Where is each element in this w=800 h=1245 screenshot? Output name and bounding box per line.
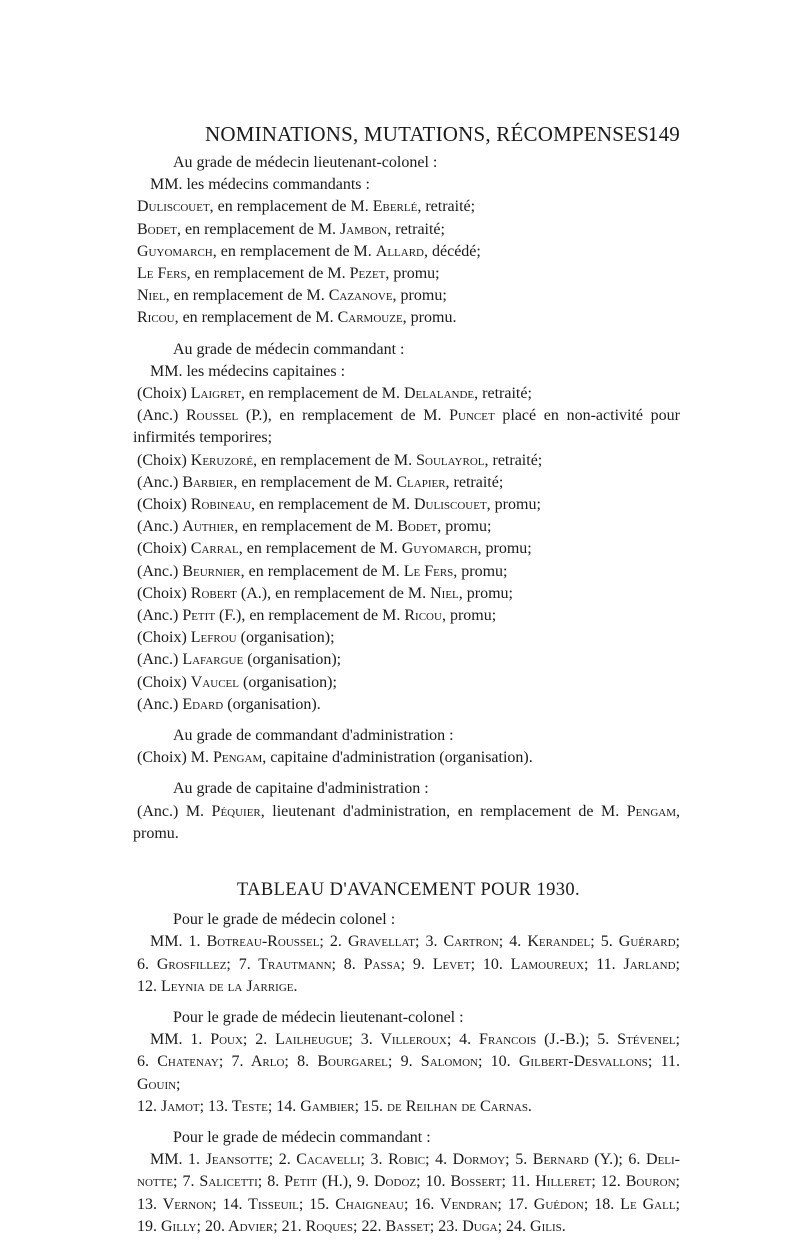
intro-line: MM. les médecins commandants : xyxy=(150,176,370,194)
section-heading-commandant-tableau: Pour le grade de médecin commandant : xyxy=(173,1128,431,1146)
section-heading-colonel: Pour le grade de médecin colonel : xyxy=(173,911,396,929)
spacer xyxy=(137,716,680,725)
nomination-line: (Anc.) Roussel (P.), en remplacement de M. Puncet placé en non-activité pour xyxy=(137,407,681,425)
section-heading-lt-colonel-tableau: Pour le grade de médecin lieutenant-colonel : xyxy=(173,1008,464,1026)
nomination-line: (Choix) Vaucel (organisation); xyxy=(137,673,337,691)
tableau-heading: TABLEAU D'AVANCEMENT POUR 1930. xyxy=(236,880,581,901)
nomination-line: (Choix) Robineau, en remplacement de M. Duliscouet, promu; xyxy=(137,496,541,514)
running-title: NOMINATIONS, MUTATIONS, RÉCOMPENSES. xyxy=(205,122,655,146)
section-heading-admin-commandant: Au grade de commandant d'administration : xyxy=(173,727,454,745)
nomination-line: Niel, en remplacement de M. Cazanove, promu; xyxy=(137,287,447,305)
spacer xyxy=(137,330,680,339)
nomination-line: (Anc.) Lafargue (organisation); xyxy=(137,651,342,669)
ranking-line: MM. 1. Botreau-Roussel; 2. Gravellat; 3. Cartron; 4. Kerandel; 5. Guérard; xyxy=(150,933,680,951)
section-heading-admin-capitaine: Au grade de capitaine d'administration : xyxy=(173,780,429,798)
nomination-line: (Choix) M. Pengam, capitaine d'administration (organisation). xyxy=(137,749,533,767)
nomination-line: (Anc.) Authier, en remplacement de M. Bodet, promu; xyxy=(137,518,492,536)
ranking-line: 6. Chatenay; 7. Arlo; 8. Bourgarel; 9. Salomon; 10. Gilbert-Desvallons; 11. Gouin; xyxy=(137,1053,680,1093)
running-head xyxy=(205,118,680,152)
nomination-line: Bodet, en remplacement de M. Jambon, retraité; xyxy=(137,220,445,238)
nomination-line: Duliscouet, en remplacement de M. Eberlé, retraité; xyxy=(137,198,476,216)
nomination-line: (Choix) Laigret, en remplacement de M. Delalande, retraité; xyxy=(137,385,532,403)
ranking-line: 12. Jamot; 13. Teste; 14. Gambier; 15. de Reilhan de Carnas. xyxy=(137,1097,532,1115)
nomination-line: (Anc.) Barbier, en remplacement de M. Clapier, retraité; xyxy=(137,473,504,491)
intro-line: MM. les médecins capitaines : xyxy=(150,362,346,380)
nomination-line: (Choix) Robert (A.), en remplacement de M. Niel, promu; xyxy=(137,584,513,602)
nomination-line: (Anc.) Beurnier, en remplacement de M. Le Fers, promu; xyxy=(137,562,508,580)
spacer xyxy=(137,845,680,875)
ranking-line: MM. 1. Jeansotte; 2. Cacavelli; 3. Robic; 4. Dormoy; 5. Bernard (Y.); 6. Deli- xyxy=(150,1151,680,1169)
nomination-line: (Choix) Lefrou (organisation); xyxy=(137,629,335,647)
nomination-line: (Choix) Keruzoré, en remplacement de M. Soulayrol, retraité; xyxy=(137,451,543,469)
nomination-line: Guyomarch, en remplacement de M. Allard, décédé; xyxy=(137,242,481,260)
continuation-line: infirmités temporires; xyxy=(133,429,273,447)
section-heading-commandant: Au grade de médecin commandant : xyxy=(173,340,405,358)
spacer xyxy=(137,769,680,778)
ranking-line: 6. Grosfillez; 7. Trautmann; 8. Passa; 9. Levet; 10. Lamoureux; 11. Jarland; xyxy=(137,955,680,973)
nomination-line: (Choix) Carral, en remplacement de M. Guyomarch, promu; xyxy=(137,540,532,558)
spacer xyxy=(137,998,680,1007)
ranking-line: MM. 1. Poux; 2. Lailheugue; 3. Villeroux; 4. Francois (J.-B.); 5. Stévenel; xyxy=(150,1031,680,1049)
body-text xyxy=(133,152,681,1238)
nomination-line: Le Fers, en remplacement de M. Pezet, promu; xyxy=(137,265,440,283)
spacer xyxy=(137,1118,680,1127)
nomination-line: (Anc.) Edard (organisation). xyxy=(137,695,321,713)
ranking-line: 13. Vernon; 14. Tisseuil; 15. Chaigneau; 16. Vendran; 17. Guédon; 18. Le Gall; xyxy=(137,1195,680,1213)
page-number: 149 xyxy=(647,122,680,146)
ranking-line: 19. Gilly; 20. Advier; 21. Roques; 22. Basset; 23. Duga; 24. Gilis. xyxy=(137,1217,566,1235)
nomination-line: (Anc.) M. Péquier, lieutenant d'administration, en remplacement de M. Pengam, xyxy=(137,802,680,820)
continuation-line: promu. xyxy=(133,824,179,842)
nomination-line: Ricou, en remplacement de M. Carmouze, promu. xyxy=(137,309,457,327)
ranking-line: 12. Leynia de la Jarrige. xyxy=(137,977,298,995)
nomination-line: (Anc.) Petit (F.), en remplacement de M. Ricou, promu; xyxy=(137,607,497,625)
section-heading-lt-colonel: Au grade de médecin lieutenant-colonel : xyxy=(173,154,438,171)
ranking-line: notte; 7. Salicetti; 8. Petit (H.), 9. Dodoz; 10. Bossert; 11. Hilleret; 12. Bouron; xyxy=(137,1173,680,1191)
